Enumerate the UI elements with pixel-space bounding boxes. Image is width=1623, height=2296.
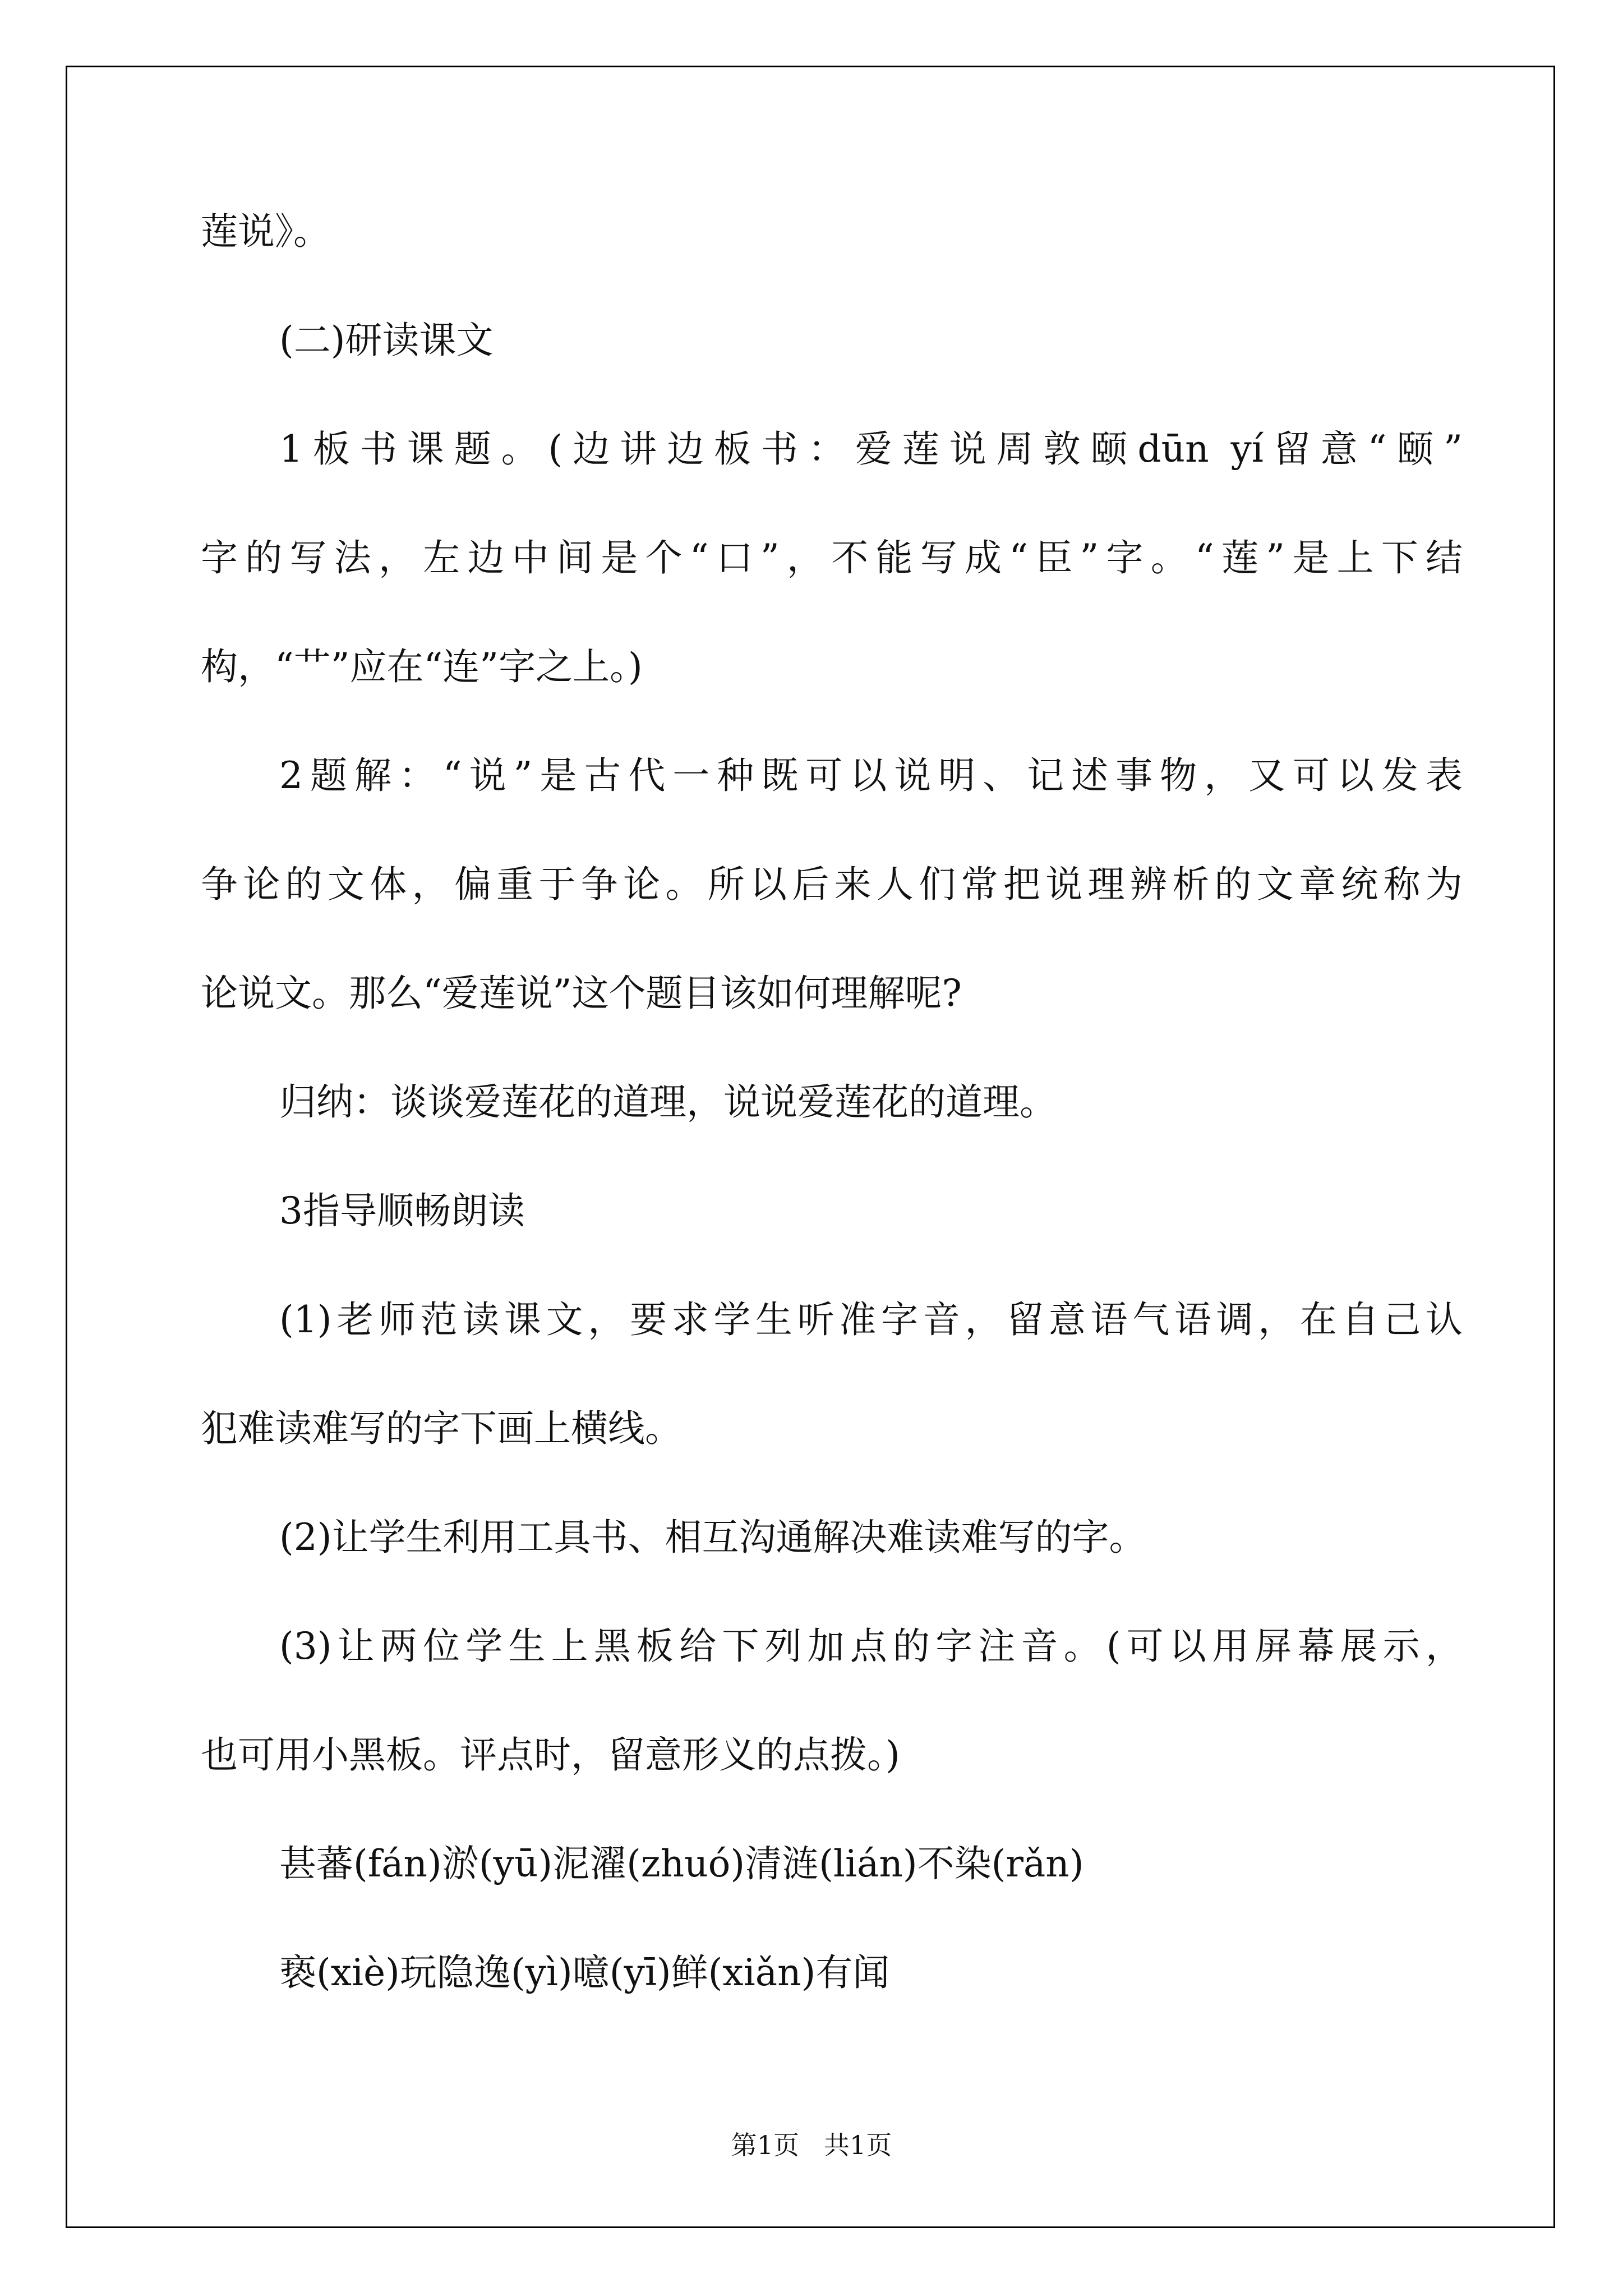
paragraph-line: 归纳：谈谈爱莲花的道理，说说爱莲花的道理。	[279, 1080, 1057, 1124]
page-number: 第1页	[731, 2130, 800, 2160]
page-total: 共1页	[823, 2130, 892, 2160]
paragraph-line: 字的写法，左边中间是个“口”，不能写成“臣”字。“莲”是上下结	[201, 536, 1463, 579]
paragraph-line: 争论的文体，偏重于争论。所以后来人们常把说理辨析的文章统称为	[201, 863, 1463, 906]
paragraph-line: 论说文。那么“爱莲说”这个题目该如何理解呢?	[201, 972, 962, 1015]
paragraph-line: 犯难读难写的字下画上横线。	[201, 1407, 682, 1450]
paragraph-line: 构，“艹”应在“连”字之上。)	[201, 645, 643, 688]
paragraph-line: (1)老师范读课文，要求学生听准字音，留意语气语调，在自己认	[279, 1298, 1463, 1341]
paragraph-line: 2题解：“说”是古代一种既可以说明、记述事物，又可以发表	[279, 754, 1463, 797]
pinyin-line: 甚蕃(fán)淤(yū)泥濯(zhuó)清涟(lián)不染(rǎn)	[279, 1842, 1084, 1885]
paragraph-line: (2)让学生利用工具书、相互沟通解决难读难写的字。	[279, 1516, 1146, 1559]
paragraph-line: (3)让两位学生上黑板给下列加点的字注音。(可以用屏幕展示，	[279, 1625, 1463, 1668]
page-footer	[0, 2125, 1623, 2162]
pinyin-line: 亵(xiè)玩隐逸(yì)噫(yī)鲜(xiǎn)有闻	[279, 1951, 890, 1994]
paragraph-line: 也可用小黑板。评点时，留意形义的点拨。)	[201, 1733, 900, 1777]
text-line-continuation: 莲说》。	[201, 210, 330, 253]
section-heading: (二)研读课文	[279, 319, 494, 362]
paragraph-line: 1板书课题。(边讲边板书：爱莲说周敦颐dūn yí留意“颐”	[279, 427, 1463, 471]
section-heading: 3指导顺畅朗读	[279, 1189, 525, 1232]
document-body	[201, 210, 1463, 2063]
